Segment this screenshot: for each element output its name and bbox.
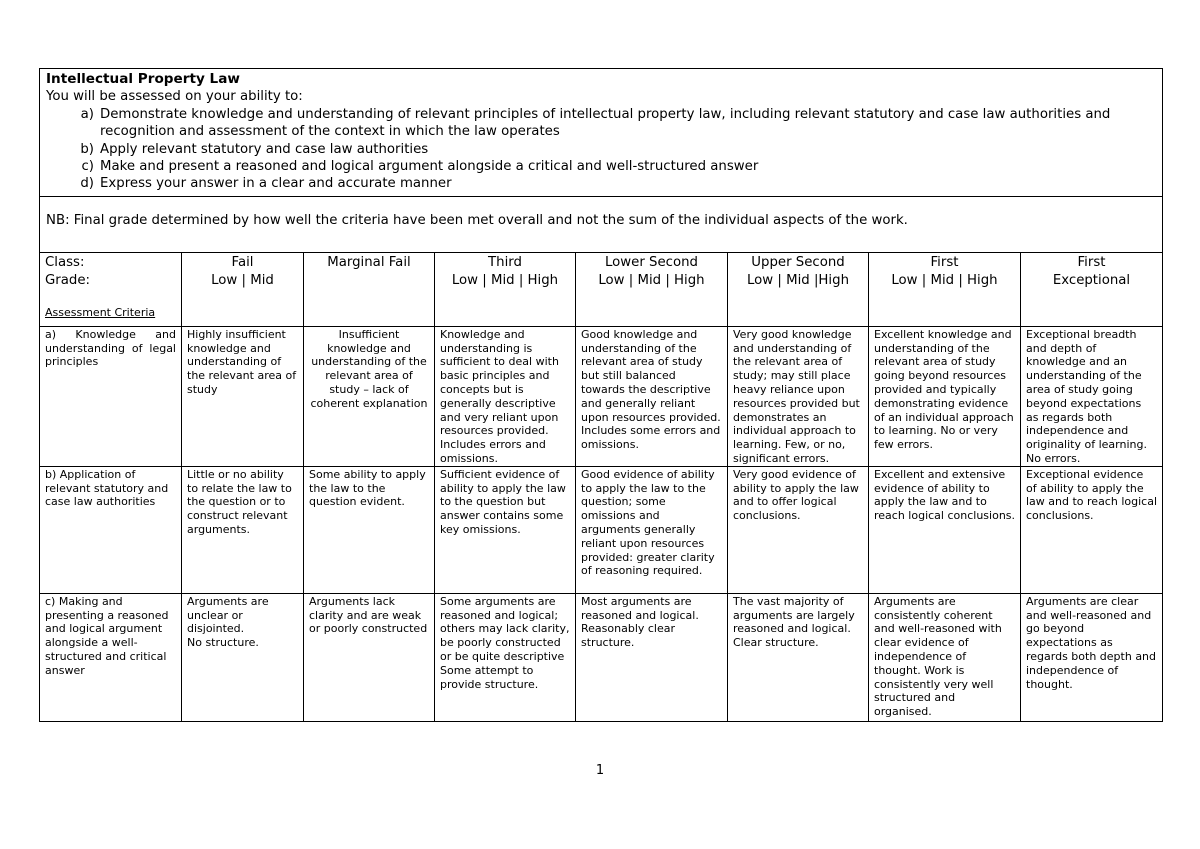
grade-column-header: [728, 252, 869, 326]
objective-letter: a): [80, 106, 94, 122]
objective-letter: b): [80, 141, 94, 157]
rubric-table: [39, 68, 1163, 722]
rubric-cell: Excellent knowledge and understanding of the relevant area of study going beyond resources provided and typically demonstrating evidence of an individual approach to learning. No or very few errors.: [869, 326, 1021, 466]
grading-note: NB: Final grade determined by how well the criteria have been met overall and not the sum of the individual aspects of the work.: [40, 196, 1163, 252]
objective-item: [46, 141, 1156, 158]
class-label: Class:: [45, 254, 85, 270]
objective-letter: d): [80, 176, 94, 192]
module-title: Intellectual Property Law: [46, 71, 240, 87]
objective-text: Demonstrate knowledge and understanding of relevant principles of intellectual property law, including relevant statutory and case law authorities and recognition and assessment of the context in which the law operates: [100, 106, 1111, 140]
rubric-cell: Highly insufficient knowledge and understanding of the relevant area of study: [182, 326, 304, 466]
rubric-cell: Excellent and extensive evidence of ability to apply the law and to reach logical conclusions.: [869, 466, 1021, 593]
objective-item: [46, 175, 1156, 192]
grade-column-header: [576, 252, 728, 326]
criterion-label: a) Knowledge and understanding of legal principles: [40, 326, 182, 466]
grade-name: First: [930, 254, 959, 270]
rubric-cell: Arguments are unclear or disjointed. No structure.: [182, 593, 304, 721]
objective-letter: c): [81, 159, 94, 175]
grade-column-header: [869, 252, 1021, 326]
grade-bands: Low | Mid | High: [598, 272, 705, 288]
grade-name: Upper Second: [751, 254, 845, 270]
grade-bands: Low | Mid |High: [747, 272, 849, 288]
rubric-cell: Some arguments are reasoned and logical; others may lack clarity, be poorly constructed or be quite descriptive Some attempt to provide structure.: [435, 593, 576, 721]
rubric-cell: Most arguments are reasoned and logical. Reasonably clear structure.: [576, 593, 728, 721]
objectives-list: [46, 106, 1156, 193]
rubric-cell: Very good knowledge and understanding of the relevant area of study; may still place heavy reliance upon resources provided but demonstrates an individual approach to learning. Few, or no, significant errors.: [728, 326, 869, 466]
grade-bands: Low | Mid | High: [451, 272, 559, 288]
criterion-label: b) Application of relevant statutory and case law authorities: [40, 466, 182, 593]
grade-label: Grade:: [45, 272, 91, 288]
criterion-row-knowledge: [40, 326, 1163, 466]
rubric-cell: Sufficient evidence of ability to apply the law to the question but answer contains some key omissions.: [435, 466, 576, 593]
page-number: 1: [595, 763, 605, 778]
criterion-row-application: [40, 466, 1163, 593]
rubric-cell: Good evidence of ability to apply the law to the question; some omissions and arguments generally reliant upon resources provided: greater clarity of reasoning required.: [576, 466, 728, 593]
rubric-cell: Little or no ability to relate the law to the question or to construct relevant arguments.: [182, 466, 304, 593]
grade-name: Marginal Fail: [327, 254, 411, 270]
assessment-criteria-label: Assessment Criteria: [45, 305, 156, 319]
class-grade-header: [40, 252, 182, 326]
grade-bands: Low | Mid | High: [891, 272, 998, 288]
objective-item: [46, 106, 1156, 141]
objective-text: Apply relevant statutory and case law authorities: [100, 141, 429, 157]
rubric-cell: Insufficient knowledge and understanding of the relevant area of study – lack of coherent explanation: [304, 326, 435, 466]
rubric-cell: Knowledge and understanding is sufficient to deal with basic principles and concepts but is generally descriptive and very reliant upon resources provided. Includes errors and omissions.: [435, 326, 576, 466]
rubric-cell: Arguments are consistently coherent and well-reasoned with clear evidence of independence of thought. Work is consistently very well structured and organised.: [869, 593, 1021, 721]
grade-column-header: [1021, 252, 1163, 326]
rubric-cell: The vast majority of arguments are largely reasoned and logical. Clear structure.: [728, 593, 869, 721]
grade-name: Lower Second: [605, 254, 698, 270]
objective-text: Express your answer in a clear and accurate manner: [100, 176, 452, 192]
grade-name: Fail: [231, 254, 254, 270]
rubric-cell: Exceptional evidence of ability to apply the law and to reach logical conclusions.: [1021, 466, 1163, 593]
grade-column-header: [304, 252, 435, 326]
criterion-label: c) Making and presenting a reasoned and logical argument alongside a well-structured and critical answer: [40, 593, 182, 721]
rubric-cell: Very good evidence of ability to apply the law and to offer logical conclusions.: [728, 466, 869, 593]
rubric-cell: Some ability to apply the law to the question evident.: [304, 466, 435, 593]
rubric-cell: Arguments lack clarity and are weak or poorly constructed: [304, 593, 435, 721]
module-header-row: [40, 69, 1163, 197]
module-intro: You will be assessed on your ability to:: [46, 89, 303, 105]
objective-text: Make and present a reasoned and logical argument alongside a critical and well-structured answer: [100, 159, 759, 175]
rubric-cell: Exceptional breadth and depth of knowledge and an understanding of the area of study going beyond expectations as regards both independence and originality of learning. No errors.: [1021, 326, 1163, 466]
note-row: [40, 196, 1163, 252]
grade-column-header: [435, 252, 576, 326]
rubric-cell: Good knowledge and understanding of the relevant area of study but still balanced towards the descriptive and generally reliant upon resources provided. Includes some errors and omissions.: [576, 326, 728, 466]
grade-name: First: [1077, 254, 1106, 270]
module-header-cell: [40, 69, 1163, 197]
grade-name: Third: [488, 254, 522, 270]
objective-item: [46, 158, 1156, 175]
grade-bands: Low | Mid: [211, 272, 274, 288]
grade-bands: Exceptional: [1052, 272, 1131, 288]
grade-column-header: [182, 252, 304, 326]
grade-header-row: [40, 252, 1163, 326]
rubric-cell: Arguments are clear and well-reasoned and go beyond expectations as regards both depth and independence of thought.: [1021, 593, 1163, 721]
criterion-row-argument: [40, 593, 1163, 721]
